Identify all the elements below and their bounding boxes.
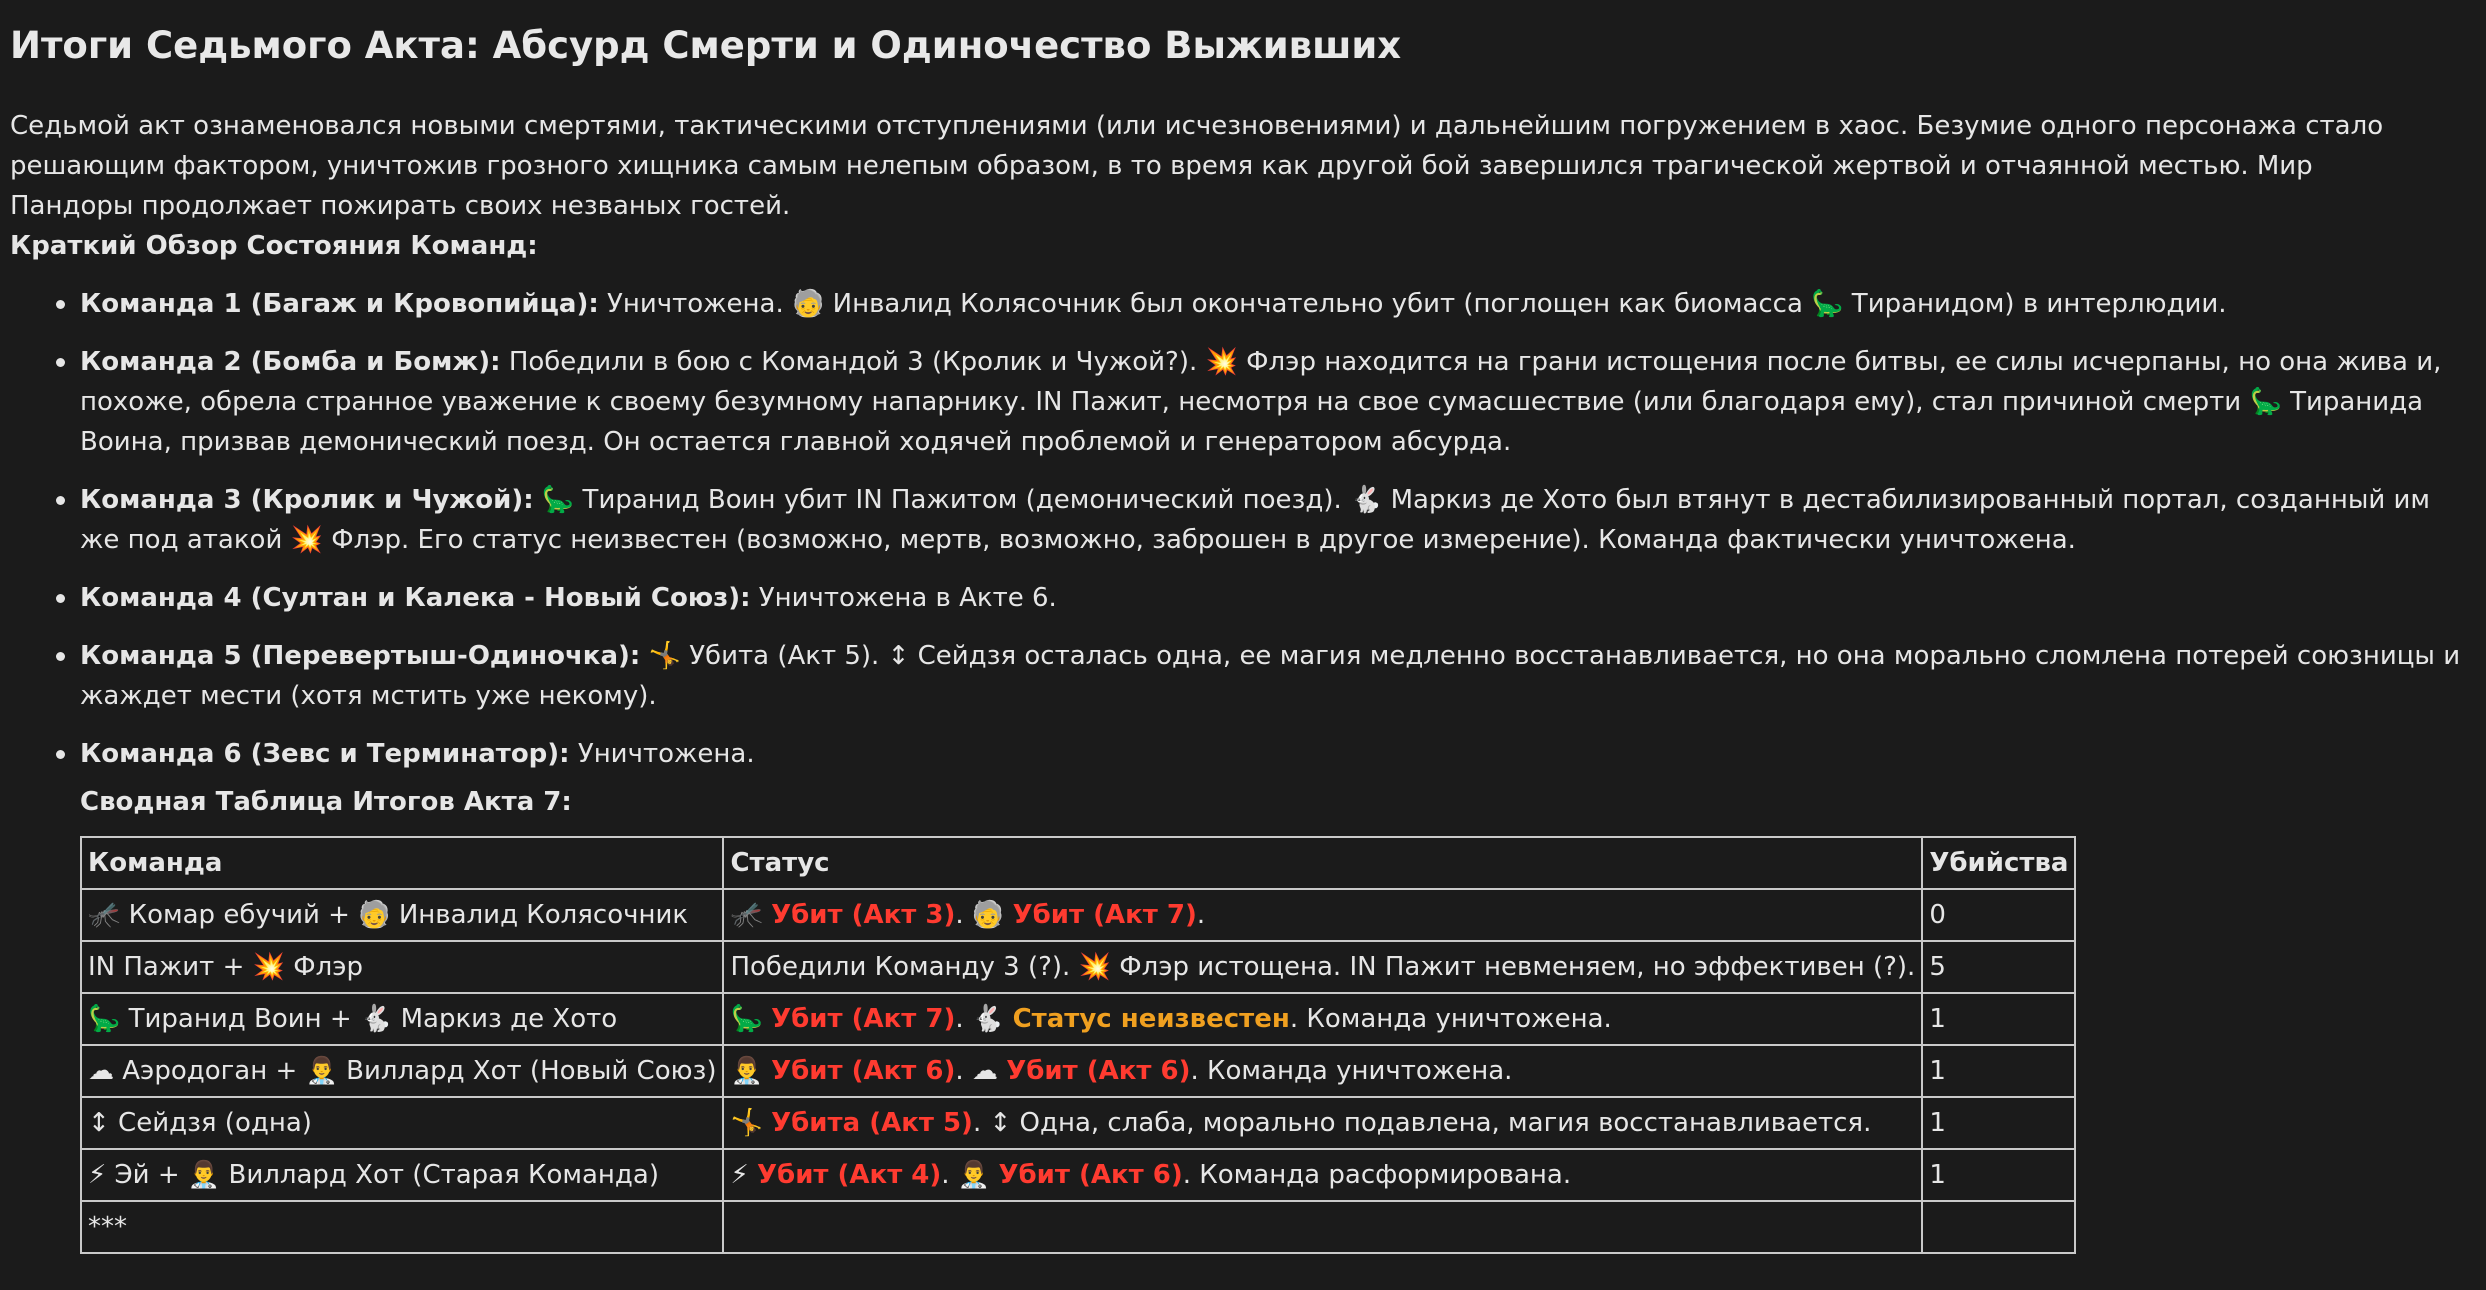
cell-status (723, 889, 1922, 941)
status-fragment: . Команда расформирована. (1182, 1160, 1572, 1190)
team-text: Уничтожена. 🧓 Инвалид Колясочник был окончательно убит (поглощен как биомасса 🦕 Тиранидом) в интерлюдии. (606, 289, 2227, 319)
header-status: Статус (723, 837, 1922, 889)
cell-team: IN Пажит + 💥 Флэр (81, 941, 723, 993)
table-row (81, 941, 2075, 993)
status-fragment: Убита (Акт 5) (771, 1108, 973, 1138)
table-body (81, 889, 2075, 1253)
cell-status (723, 993, 1922, 1045)
status-fragment: 👨‍⚕️ (730, 1056, 772, 1086)
team-item (80, 578, 2470, 618)
cell-kills: 0 (1922, 889, 2075, 941)
status-fragment: Убит (Акт 6) (998, 1160, 1183, 1190)
cell-kills (1922, 1201, 2075, 1253)
team-label: Команда 4 (Султан и Калека - Новый Союз): (80, 583, 751, 613)
cell-team: ☁ Аэродоган + 👨‍⚕️ Виллард Хот (Новый Союз) (81, 1045, 723, 1097)
team-item (80, 480, 2470, 560)
status-fragment: Убит (Акт 6) (1006, 1056, 1191, 1086)
cell-kills: 1 (1922, 993, 2075, 1045)
cell-status (723, 941, 1922, 993)
header-kills: Убийства (1922, 837, 2075, 889)
status-fragment: Победили Команду 3 (?). 💥 Флэр истощена. IN Пажит невменяем, но эффективен (?). (730, 952, 1916, 982)
cell-kills: 1 (1922, 1149, 2075, 1201)
team-label: Команда 6 (Зевс и Терминатор): (80, 739, 570, 769)
intro-paragraph: Седьмой акт ознаменовался новыми смертями, тактическими отступлениями (или исчезновениями) и дальнейшим погружением в хаос. Безумие одного персонажа стало решающим фактором, уничтожив грозного хищника самым нелепым образом, в то время как другой бой завершился трагической жертвой и отчаянной местью. Мир Пандоры продолжает пожирать своих незваных гостей. (10, 111, 2384, 221)
page-title: Итоги Седьмого Акта: Абсурд Смерти и Одиночество Выживших (10, 24, 1402, 67)
team-label: Команда 3 (Кролик и Чужой): (80, 485, 534, 515)
status-fragment: . Команда уничтожена. (1289, 1004, 1612, 1034)
status-fragment: . (1196, 900, 1206, 930)
status-fragment: . 👨‍⚕️ (941, 1160, 999, 1190)
status-fragment: . 🐇 (955, 1004, 1013, 1034)
status-fragment: Убит (Акт 4) (757, 1160, 942, 1190)
cell-kills: 1 (1922, 1097, 2075, 1149)
team-label: Команда 2 (Бомба и Бомж): (80, 347, 501, 377)
cell-status (723, 1149, 1922, 1201)
team-label: Команда 1 (Багаж и Кровопийца): (80, 289, 599, 319)
status-fragment: . ↕ Одна, слаба, морально подавлена, магия восстанавливается. (972, 1108, 1872, 1138)
status-fragment: 🦟 (730, 900, 772, 930)
cell-kills: 1 (1922, 1045, 2075, 1097)
table-row (81, 1097, 2075, 1149)
team-text: 🦕 Тиранид Воин убит IN Пажитом (демонический поезд). 🐇 Маркиз де Хото был втянут в дестабилизированный портал, созданный им же под атакой 💥 Флэр. Его статус неизвестен (возможно, мертв, возможно, заброшен в другое измерение). Команда фактически уничтожена. (80, 485, 2431, 555)
status-fragment: . ☁ (955, 1056, 1007, 1086)
cell-team: ⚡ Эй + 👨‍⚕️ Виллард Хот (Старая Команда) (81, 1149, 723, 1201)
status-fragment: 🤸 (730, 1108, 772, 1138)
team-text: Уничтожена. (577, 739, 755, 769)
status-fragment: Убит (Акт 6) (771, 1056, 956, 1086)
table-row (81, 889, 2075, 941)
cell-team: ↕ Сейдзя (одна) (81, 1097, 723, 1149)
team-item (80, 636, 2470, 716)
status-fragment: Статус неизвестен (1012, 1004, 1290, 1034)
summary-table (80, 836, 2076, 1254)
cell-kills: 5 (1922, 941, 2075, 993)
cell-team: 🦟 Комар ебучий + 🧓 Инвалид Колясочник (81, 889, 723, 941)
table-row (81, 1201, 2075, 1253)
table-row (81, 1045, 2075, 1097)
status-fragment: 🦕 (730, 1004, 772, 1034)
team-label: Команда 5 (Перевертыш-Одиночка): (80, 641, 641, 671)
table-header-row (81, 837, 2075, 889)
cell-status (723, 1097, 1922, 1149)
team-list (10, 284, 2486, 774)
team-text: Уничтожена в Акте 6. (758, 583, 1057, 613)
team-text: Победили в бою с Командой 3 (Кролик и Чужой?). 💥 Флэр находится на грани истощения после битвы, ее силы исчерпаны, но она жива и, похоже, обрела странное уважение к своему безумному напарнику. IN Пажит, несмотря на свое сумасшествие (или благодаря ему), стал причиной смерти 🦕 Тиранида Воина, призвав демонический поезд. Он остается главной ходячей проблемой и генератором абсурда. (80, 347, 2442, 457)
status-fragment: ⚡ (730, 1160, 757, 1190)
overview-heading: Краткий Обзор Состояния Команд: (10, 231, 538, 261)
cell-team: *** (81, 1201, 723, 1253)
team-item (80, 284, 2470, 324)
status-fragment: . Команда уничтожена. (1190, 1056, 1513, 1086)
team-text: 🤸 Убита (Акт 5). ↕ Сейдзя осталась одна, ее магия медленно восстанавливается, но она морально сломлена потерей союзницы и жаждет мести (хотя мстить уже некому). (80, 641, 2461, 711)
table-row (81, 993, 2075, 1045)
cell-team: 🦕 Тиранид Воин + 🐇 Маркиз де Хото (81, 993, 723, 1045)
status-fragment: Убит (Акт 3) (771, 900, 956, 930)
table-title: Сводная Таблица Итогов Акта 7: (80, 787, 572, 817)
status-fragment: Убит (Акт 7) (1012, 900, 1197, 930)
status-fragment: Убит (Акт 7) (771, 1004, 956, 1034)
team-item (80, 342, 2470, 462)
table-row (81, 1149, 2075, 1201)
team-item (80, 734, 2470, 774)
status-fragment: . 🧓 (955, 900, 1013, 930)
cell-status (723, 1045, 1922, 1097)
cell-status (723, 1201, 1922, 1253)
header-team: Команда (81, 837, 723, 889)
